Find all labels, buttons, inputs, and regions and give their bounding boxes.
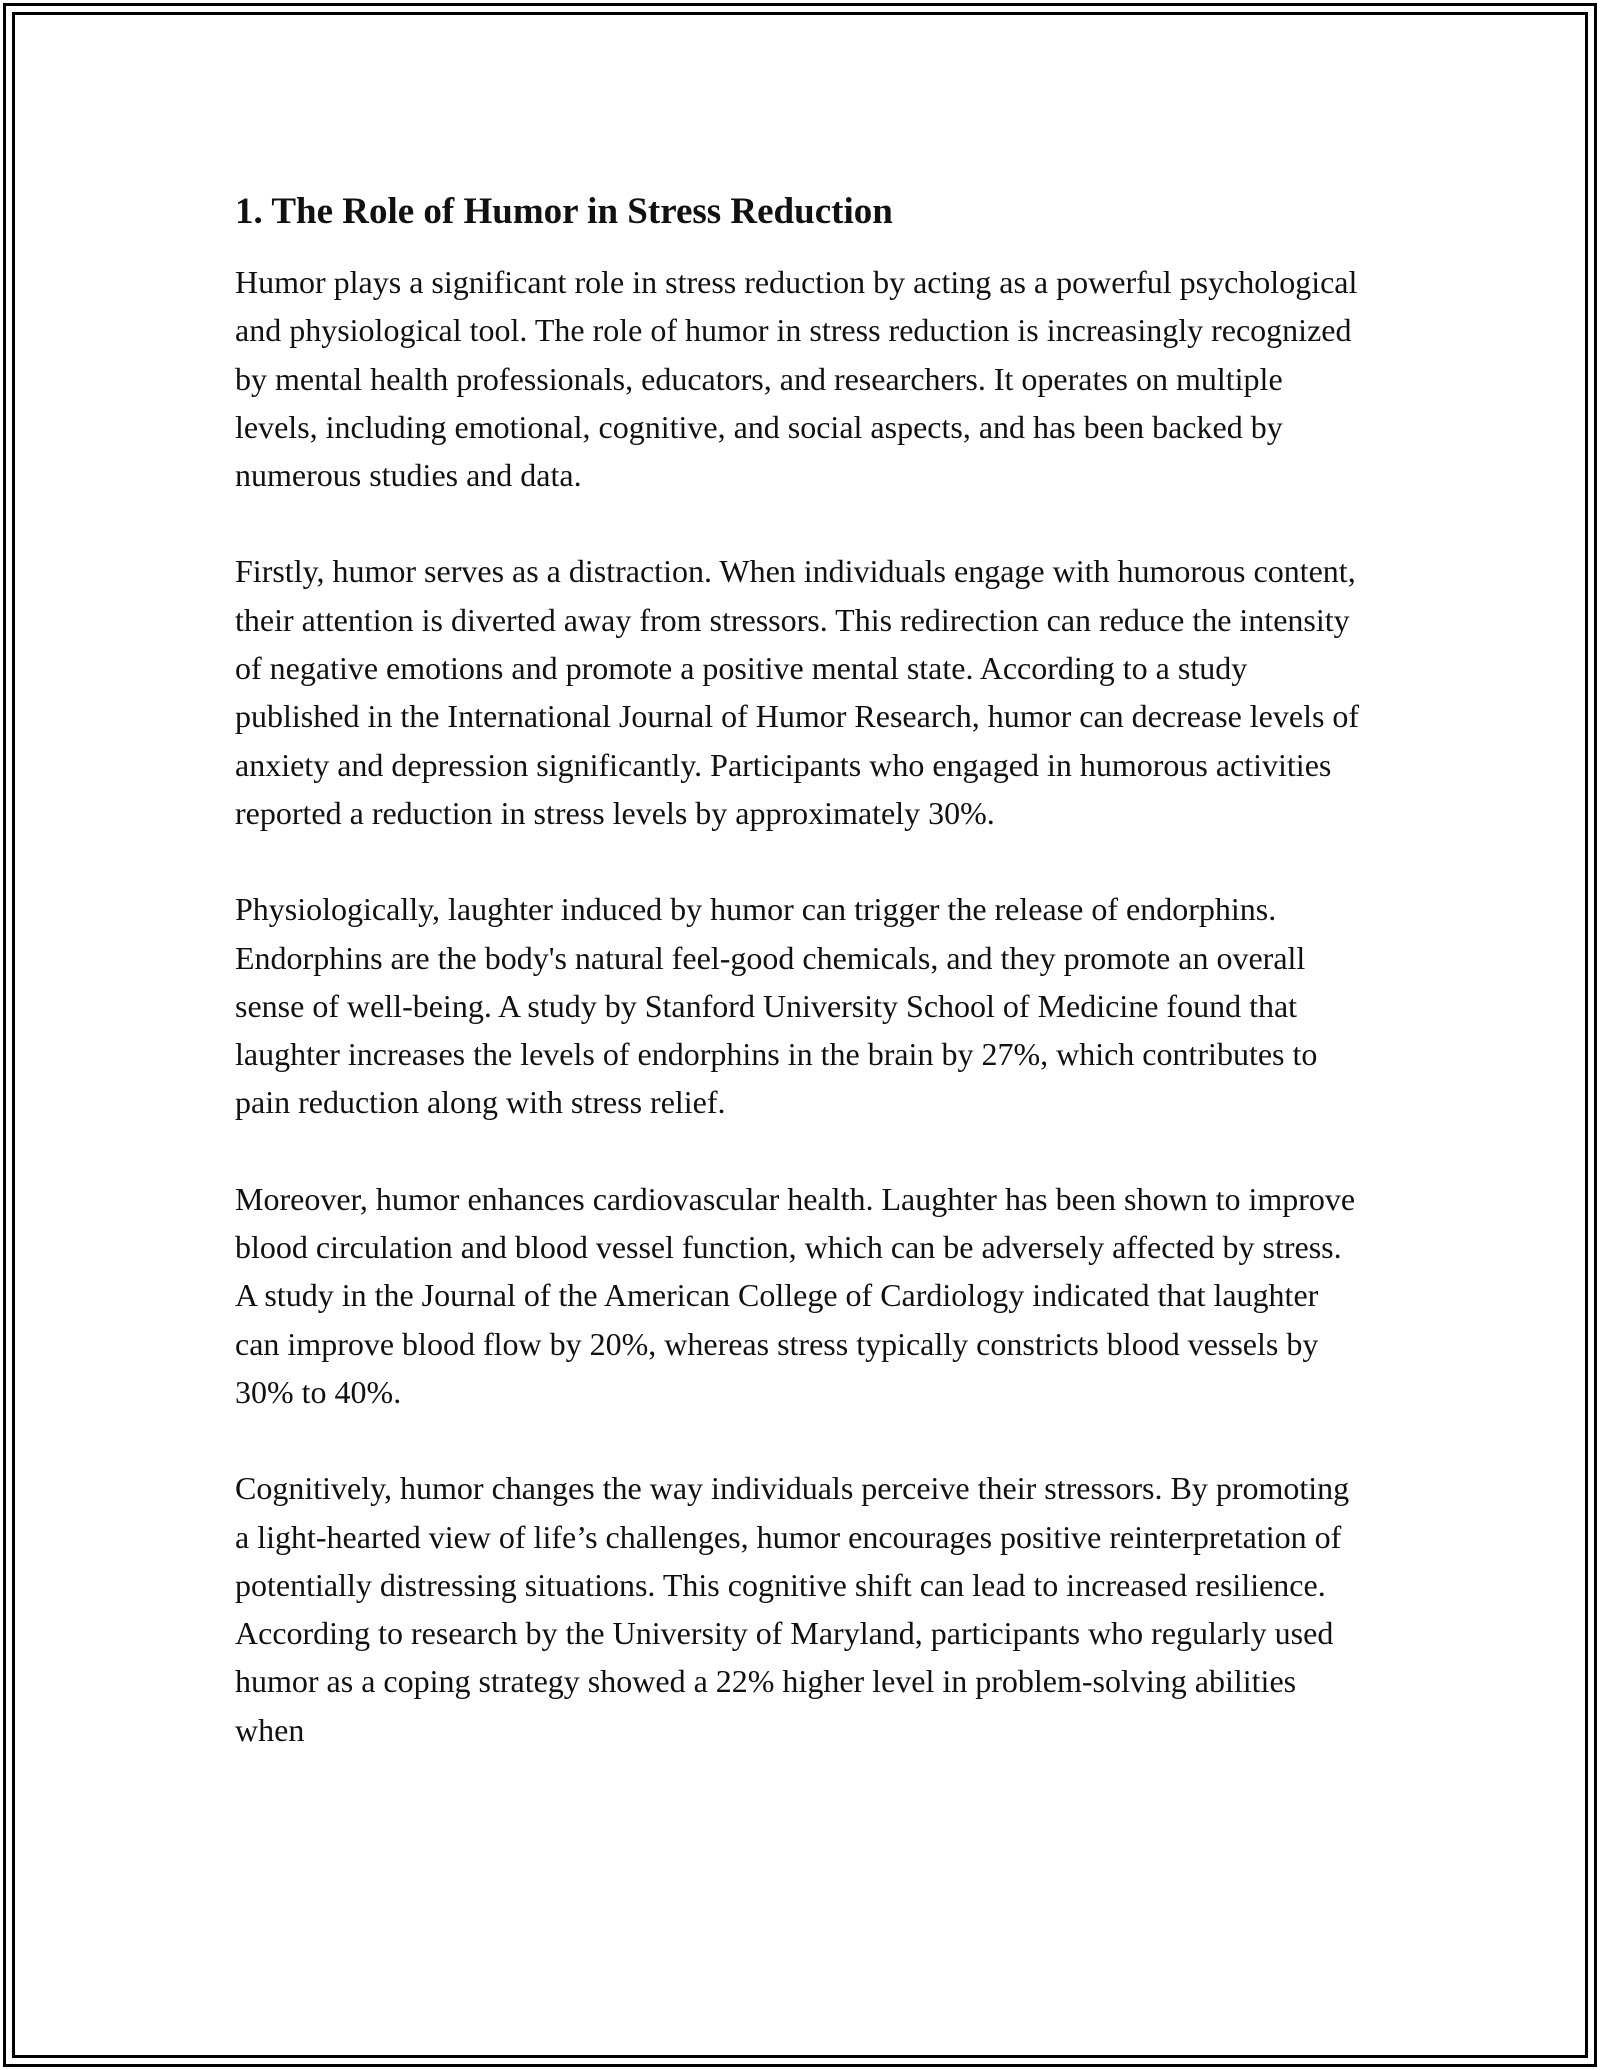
section-heading: 1. The Role of Humor in Stress Reduction	[235, 191, 893, 232]
paragraph-cognitive: Cognitively, humor changes the way individuals perceive their stressors. By promoting a light-hearted view of life’s challenges, humor encourages positive reinterpretation of potentially distressing situations. This cognitive shift can lead to increased resilience. According to research by the University of Maryland, participants who regularly used humor as a coping strategy showed a 22% higher level in problem-solving abilities when	[235, 1470, 1350, 1748]
paragraph-intro: Humor plays a significant role in stress reduction by acting as a powerful psychological and physiological tool. The role of humor in stress reduction is increasingly recognized by mental health professionals, educators, and researchers. It operates on multiple levels, including emotional, cognitive, and social aspects, and has been backed by numerous studies and data.	[235, 264, 1358, 494]
document-body	[235, 188, 1365, 1754]
paragraph-physiological: Physiologically, laughter induced by humor can trigger the release of endorphins. Endorphins are the body's natural feel-good chemicals, and they promote an overall sense of well-being. A study by Stanford University School of Medicine found that laughter increases the levels of endorphins in the brain by 27%, which contributes to pain reduction along with stress relief.	[235, 891, 1318, 1121]
paragraph-cardiovascular: Moreover, humor enhances cardiovascular health. Laughter has been shown to improve blood circulation and blood vessel function, which can be adversely affected by stress. A study in the Journal of the American College of Cardiology indicated that laughter can improve blood flow by 20%, whereas stress typically constricts blood vessels by 30% to 40%.	[235, 1180, 1356, 1410]
paragraph-distraction: Firstly, humor serves as a distraction. When individuals engage with humorous content, their attention is diverted away from stressors. This redirection can reduce the intensity of negative emotions and promote a positive mental state. According to a study published in the International Journal of Humor Research, humor can decrease levels of anxiety and depression significantly. Participants who engaged in humorous activities reported a reduction in stress levels by approximately 30%.	[235, 553, 1360, 831]
